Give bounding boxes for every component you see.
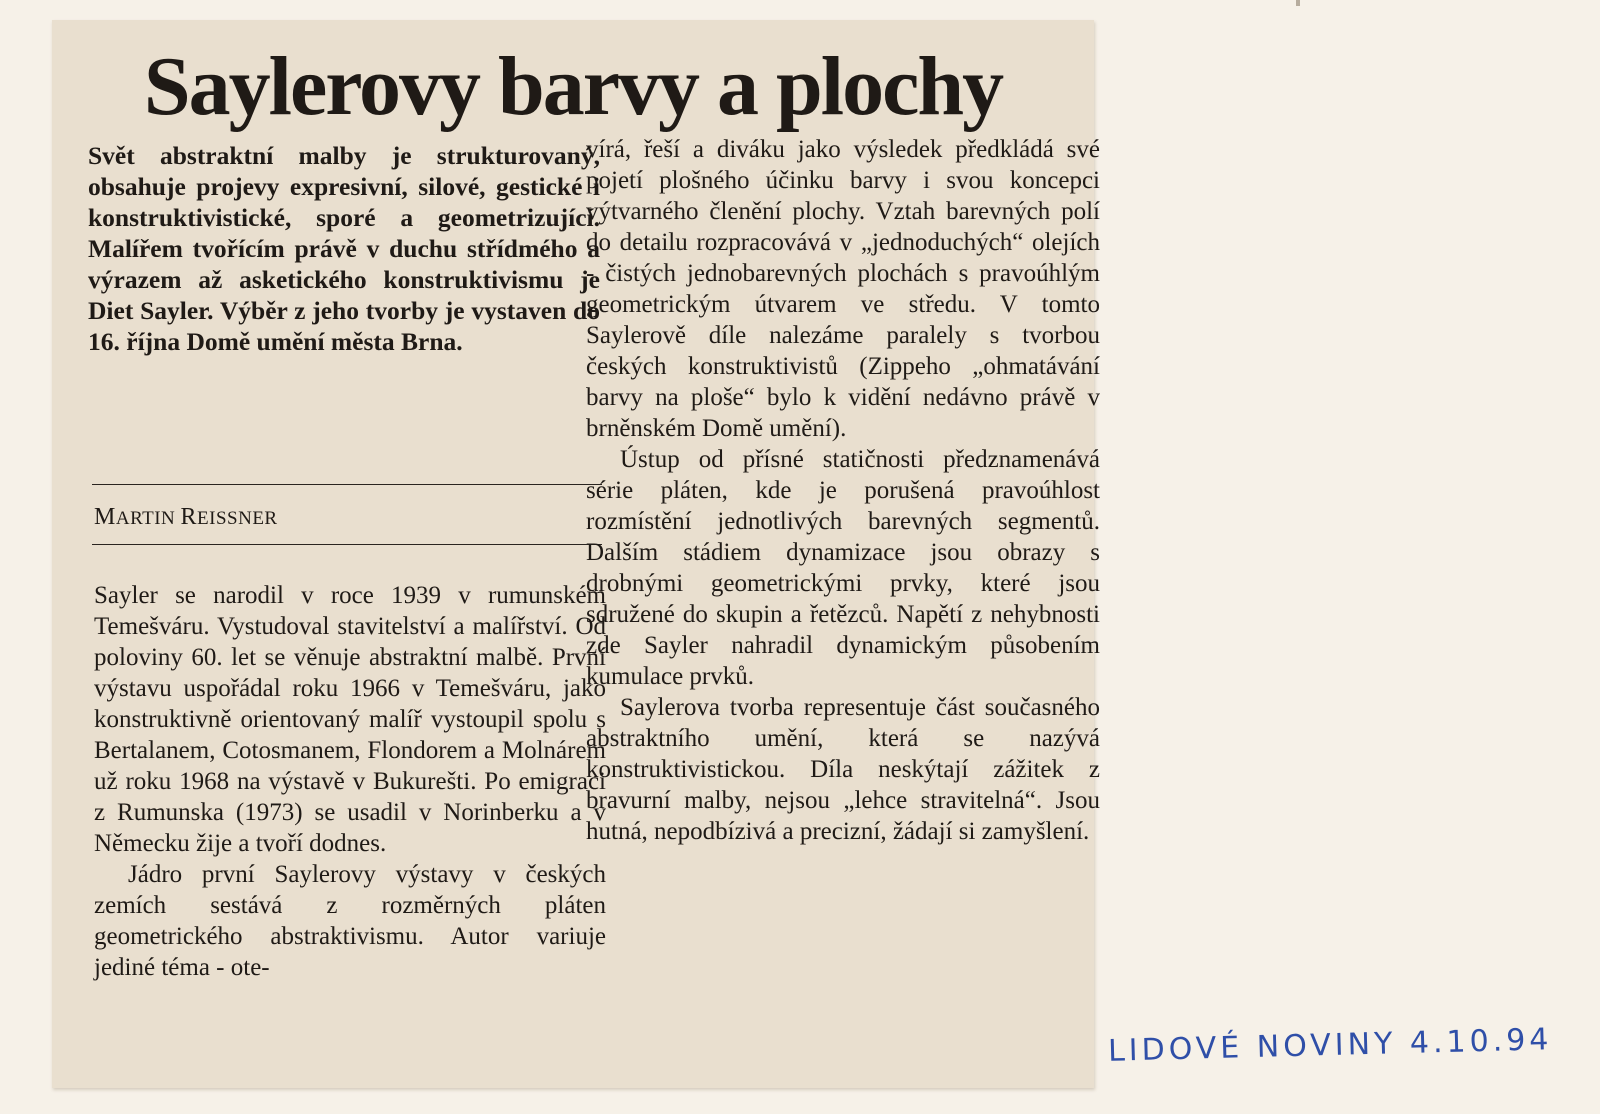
- paragraph: Saylerova tvorba representuje část současného abstraktního umění, která se nazývá konstruktivistickou. Díla neskýtají zážitek z bravurní malby, nejsou „lehce stravitelná“. Jsou hutná, nepodbízivá a precizní, žádají si zamyšlení.: [586, 694, 1100, 845]
- byline-rule-top: [92, 484, 602, 485]
- author-rest-first: ARTIN: [115, 508, 181, 529]
- author-initial-first: M: [94, 504, 116, 530]
- paragraph: vírá, řeší a diváku jako výsledek předkládá své pojetí plošného účinku barvy i svou koncepci výtvarného členění plochy. Vztah barevných polí do detailu rozpracovává v „jednoduchých“ olejích - čistých jednobarevných plochách s pravoúhlým geometrickým útvarem ve středu. V tomto Saylerově díle nalezáme paralely s tvorbou českých konstruktivistů (Zippeho „ohmatávání barvy na ploše“ bylo k vidění nedávno právě v brněnském Domě umění).: [586, 136, 1100, 442]
- article-lead: Svět abstraktní malby je strukturovaný, obsahuje projevy expresivní, silové, gestické i konstruktivistické, sporé a geometrizující. Malířem tvořícím právě v duchu střídmého a výrazem až asketického konstruktivismu je Diet Sayler. Výběr z jeho tvorby je vystaven do 16. října Domě umění města Brna.: [88, 141, 600, 356]
- handwritten-source-note: LIDOVÉ NOVINY 4.10.94: [1107, 1022, 1553, 1069]
- article-title: Saylerovy barvy a plochy: [143, 40, 1003, 133]
- right-column: [586, 134, 1100, 847]
- paragraph: Ústup od přísné statičnosti předznamenává série pláten, kde je porušená pravoúhlost rozmístění jednotlivých barevných segmentů. Dalším stádiem dynamizace jsou obrazy s drobnými geometrickými prvky, které jsou sdružené do skupin a řetězců. Napětí z nehybnosti zde Sayler nahradil dynamickým působením kumulace prvků.: [586, 446, 1100, 690]
- paragraph: Jádro první Saylerovy výstavy v českých zemích sestává z rozměrných pláten geometrického abstraktivismu. Autor variuje jediné téma - ote-: [94, 861, 606, 981]
- paragraph: Sayler se narodil v roce 1939 v rumunském Temešváru. Vystudoval stavitelství a malířství. Od poloviny 60. let se věnuje abstraktní malbě. První výstavu uspořádal roku 1966 v Temešváru, jako konstruktivně orientovaný malíř vystoupil spolu s Bertalanem, Cotosmanem, Flondorem a Molnárem už roku 1968 na výstavě v Bukurešti. Po emigraci z Rumunska (1973) se usadil v Norinberku a v Německu žije a tvoří dodnes.: [94, 582, 606, 857]
- left-column: [94, 580, 606, 983]
- author-rest-last: EISSNER: [197, 508, 278, 529]
- scan-mark: [1296, 0, 1300, 6]
- author-initial-last: R: [180, 504, 198, 530]
- newspaper-clipping: [52, 20, 1100, 1088]
- author-byline: [94, 504, 278, 531]
- byline-rule-bottom: [92, 544, 602, 545]
